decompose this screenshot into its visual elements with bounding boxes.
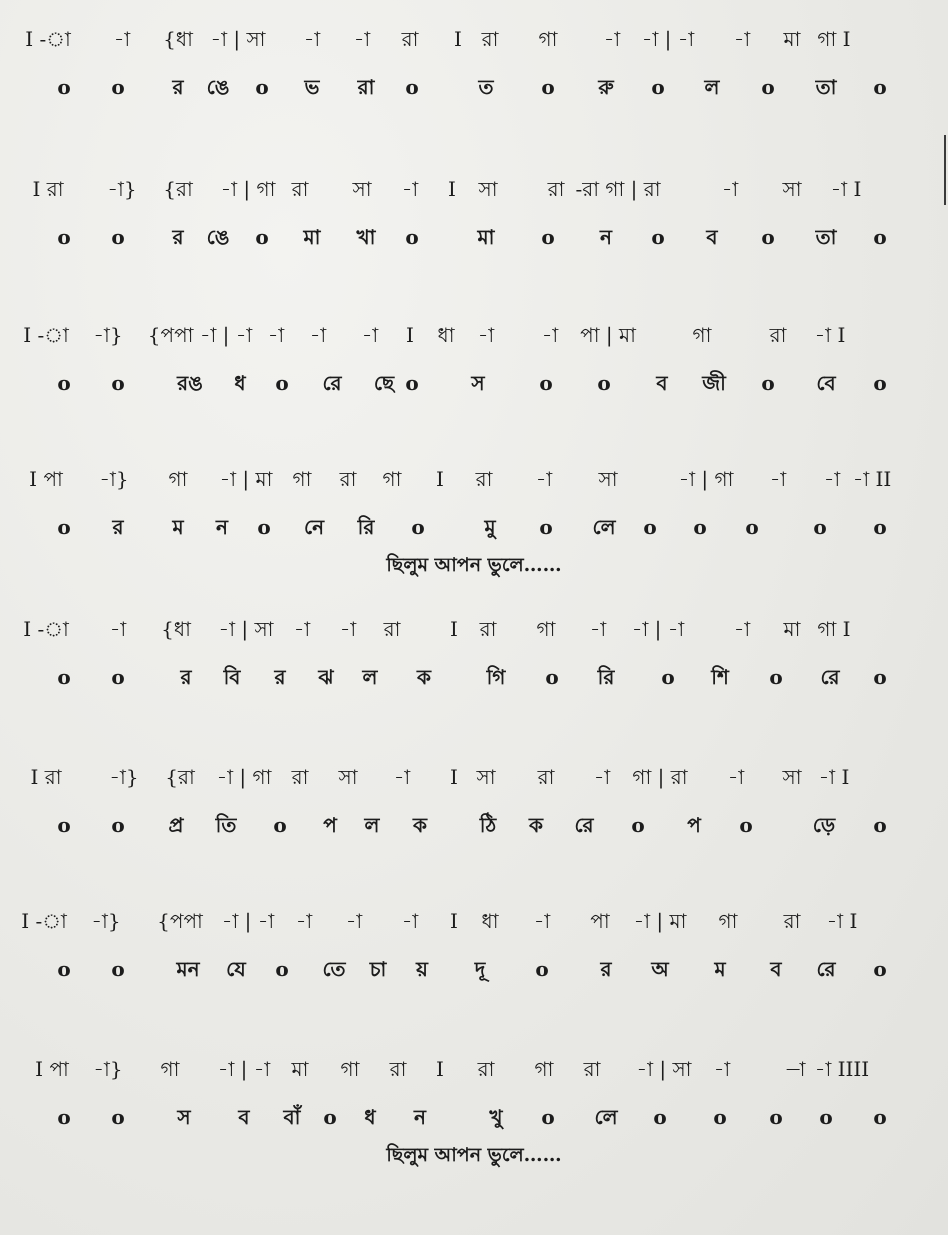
lyric-syllable: ব (706, 225, 718, 249)
lyric-syllable: o (111, 1105, 125, 1129)
note-cell: -া I (818, 765, 850, 789)
note-cell: রা (383, 617, 401, 641)
lyric-syllable: ঝ (318, 665, 334, 689)
note-cell: -া I (826, 909, 858, 933)
note-cell: -া | -া (217, 1057, 271, 1081)
lyric-syllable: ল (362, 665, 378, 689)
lyric-syllable: ব (770, 957, 782, 981)
note-cell: মা (783, 617, 801, 641)
lyrics-line (0, 70, 948, 104)
lyric-syllable: রে (820, 665, 840, 689)
lyric-syllable: ন (216, 515, 228, 539)
note-cell: -া (477, 323, 495, 347)
lyric-syllable: বাঁ (283, 1105, 301, 1129)
note-cell: গা (534, 1057, 554, 1081)
lyric-syllable: ব (238, 1105, 250, 1129)
lyric-syllable: o (813, 515, 827, 539)
note-cell: -া (589, 617, 607, 641)
note-cell: -া (535, 467, 553, 491)
note-cell: I (454, 27, 462, 51)
note-cell: -া (769, 467, 787, 491)
notes-line (0, 462, 948, 496)
lyric-syllable: ল (364, 813, 380, 837)
note-cell: গা (536, 617, 556, 641)
note-cell: গা I (817, 617, 851, 641)
note-cell: -া | গা (216, 765, 272, 789)
note-cell: রা (547, 177, 565, 201)
note-cell: I (436, 467, 444, 491)
lyric-syllable: য় (416, 957, 428, 981)
notes-line (0, 760, 948, 794)
note-cell: রা (401, 27, 419, 51)
lyric-syllable: রি (357, 515, 375, 539)
note-cell: -া} (91, 909, 121, 933)
lyric-syllable: ত (478, 75, 494, 99)
lyric-syllable: o (819, 1105, 833, 1129)
note-cell: -া | -া (221, 909, 275, 933)
lyric-syllable: রা (357, 75, 375, 99)
note-cell: -া IIII (814, 1057, 870, 1081)
lyric-syllable: o (57, 225, 71, 249)
note-cell: রা (389, 1057, 407, 1081)
lyric-syllable: লে (592, 515, 616, 539)
note-cell: -া (727, 765, 745, 789)
lyric-syllable: ব (656, 371, 668, 395)
lyric-syllable: o (539, 371, 553, 395)
notes-line (0, 612, 948, 646)
note-cell: -া} (99, 467, 129, 491)
lyric-syllable: বে (816, 371, 836, 395)
note-cell: -া (401, 177, 419, 201)
note-cell: -া (345, 909, 363, 933)
note-cell: -া II (852, 467, 892, 491)
note-cell: I রা (30, 765, 62, 789)
lyric-syllable: o (873, 813, 887, 837)
lyric-syllable: o (541, 1105, 555, 1129)
lyric-syllable: ড়ে (812, 813, 836, 837)
lyric-syllable: o (405, 225, 419, 249)
note-cell: -া (721, 177, 739, 201)
note-cell: গা (340, 1057, 360, 1081)
lyric-syllable: o (57, 665, 71, 689)
lyric-syllable: রু (598, 75, 614, 99)
lyric-syllable: দূ (474, 957, 486, 981)
note-cell: -া} (93, 323, 123, 347)
lyric-syllable: র (600, 957, 612, 981)
note-cell: গা I (817, 27, 851, 51)
note-cell: সা (782, 177, 802, 201)
lyric-syllable: অ (651, 957, 669, 981)
note-cell: ধা (481, 909, 499, 933)
lyric-syllable: রঙ (177, 371, 203, 395)
lyric-syllable: যে (226, 957, 246, 981)
note-cell: রা (291, 177, 309, 201)
lyric-syllable: o (323, 1105, 337, 1129)
note-cell: {ধা (163, 27, 193, 51)
note-cell: -া (823, 467, 841, 491)
note-cell: -া (267, 323, 285, 347)
lyric-syllable: o (111, 225, 125, 249)
note-cell: I (436, 1057, 444, 1081)
lyric-syllable: জী (702, 371, 726, 395)
note-cell: I -া (23, 617, 69, 641)
notes-line (0, 22, 948, 56)
note-cell: সা (478, 177, 498, 201)
note-cell: গা (718, 909, 738, 933)
note-cell: I (450, 617, 458, 641)
lyric-syllable: ছে (373, 371, 395, 395)
lyric-syllable: গি (486, 665, 506, 689)
lyric-syllable: স (471, 371, 485, 395)
lyric-syllable: ধ (364, 1105, 376, 1129)
note-cell: সা (782, 765, 802, 789)
lyric-syllable: o (411, 515, 425, 539)
lyric-syllable: রে (574, 813, 594, 837)
note-cell: -া | -া (641, 27, 695, 51)
lyric-syllable: o (745, 515, 759, 539)
lyric-syllable: o (57, 371, 71, 395)
lyric-syllable: o (873, 1105, 887, 1129)
note-cell: -া (593, 765, 611, 789)
note-cell: সা (352, 177, 372, 201)
lyric-syllable: o (661, 665, 675, 689)
note-cell: রা (769, 323, 787, 347)
note-cell: গা (168, 467, 188, 491)
note-cell: রা (479, 617, 497, 641)
note-cell: -া (361, 323, 379, 347)
lyric-syllable: o (597, 371, 611, 395)
note-cell: -া (109, 617, 127, 641)
lyric-syllable: o (873, 515, 887, 539)
lyric-syllable: ম (714, 957, 726, 981)
lyric-syllable: তা (815, 225, 837, 249)
lyric-syllable: o (275, 371, 289, 395)
refrain-caption: ছিলুম আপন ভুলে…… (386, 554, 562, 576)
note-cell: রা (583, 1057, 601, 1081)
lyric-syllable: o (57, 957, 71, 981)
lyrics-line (0, 220, 948, 254)
lyric-syllable: চা (369, 957, 387, 981)
lyric-syllable: o (535, 957, 549, 981)
note-cell: গা (160, 1057, 180, 1081)
note-cell: I (450, 909, 458, 933)
lyric-syllable: ন (414, 1105, 426, 1129)
note-cell: -া (603, 27, 621, 51)
lyric-syllable: খু (489, 1105, 503, 1129)
lyric-syllable: রে (816, 957, 836, 981)
lyric-syllable: o (769, 665, 783, 689)
lyrics-line (0, 1100, 948, 1134)
lyric-syllable: o (57, 1105, 71, 1129)
note-cell: গা (692, 323, 712, 347)
lyric-syllable: o (255, 75, 269, 99)
lyrics-line (0, 510, 948, 544)
lyric-syllable: o (275, 957, 289, 981)
note-cell: -া} (109, 765, 139, 789)
note-cell: I পা (29, 467, 63, 491)
lyric-syllable: o (761, 371, 775, 395)
note-cell: -া (303, 27, 321, 51)
lyric-syllable: o (761, 225, 775, 249)
note-cell: -া (713, 1057, 731, 1081)
note-cell: রা (783, 909, 801, 933)
lyrics-line (0, 660, 948, 694)
note-cell: সা (338, 765, 358, 789)
note-cell: রা (537, 765, 555, 789)
notes-line (0, 1052, 948, 1086)
lyric-syllable: র (172, 225, 184, 249)
lyric-syllable: o (405, 75, 419, 99)
lyric-syllable: o (873, 371, 887, 395)
note-cell: -া (733, 27, 751, 51)
note-cell: -া (393, 765, 411, 789)
lyric-syllable: ক (413, 813, 427, 837)
note-cell: রা (475, 467, 493, 491)
notes-line (0, 318, 948, 352)
lyric-syllable: o (255, 225, 269, 249)
note-cell: -রা গা | রা (575, 177, 661, 201)
lyrics-line (0, 808, 948, 842)
lyric-syllable: o (873, 665, 887, 689)
lyric-syllable: রি (597, 665, 615, 689)
note-cell: -া (733, 617, 751, 641)
note-cell: -া | -া (631, 617, 685, 641)
lyric-syllable: স (177, 1105, 191, 1129)
note-cell: মা (783, 27, 801, 51)
lyric-syllable: o (873, 957, 887, 981)
lyric-syllable: মা (477, 225, 495, 249)
note-cell: -া | সা (636, 1057, 692, 1081)
lyric-syllable: ন (600, 225, 612, 249)
note-cell: {পপা (157, 909, 203, 933)
lyric-syllable: o (541, 225, 555, 249)
note-cell: গা | রা (632, 765, 688, 789)
lyric-syllable: নে (303, 515, 325, 539)
note-cell: I -া (21, 909, 67, 933)
lyric-syllable: ল (704, 75, 720, 99)
note-cell: –া (786, 1057, 806, 1081)
note-cell: রা (477, 1057, 495, 1081)
note-cell: {ধা (161, 617, 191, 641)
note-cell: I (448, 177, 456, 201)
lyric-syllable: o (111, 371, 125, 395)
lyric-syllable: o (653, 1105, 667, 1129)
lyric-syllable: o (761, 75, 775, 99)
lyric-syllable: o (111, 75, 125, 99)
note-cell: -া | সা (210, 27, 266, 51)
lyric-syllable: তা (815, 75, 837, 99)
lyric-syllable: o (541, 75, 555, 99)
lyric-syllable: o (257, 515, 271, 539)
refrain-caption: ছিলুম আপন ভুলে…… (386, 1144, 562, 1166)
note-cell: পা (590, 909, 610, 933)
lyric-syllable: রে (322, 371, 342, 395)
lyric-syllable: বি (223, 665, 241, 689)
lyric-syllable: o (111, 665, 125, 689)
lyric-syllable: লে (594, 1105, 618, 1129)
note-cell: -া | গা (220, 177, 276, 201)
lyric-syllable: o (57, 515, 71, 539)
note-cell: গা (382, 467, 402, 491)
note-cell: গা (538, 27, 558, 51)
note-cell: -া (293, 617, 311, 641)
lyric-syllable: মন (176, 957, 200, 981)
lyrics-line (0, 366, 948, 400)
lyric-syllable: র (274, 665, 286, 689)
lyric-syllable: ঙে (206, 225, 230, 249)
note-cell: পা | মা (580, 323, 636, 347)
notes-line (0, 904, 948, 938)
note-cell: -া (401, 909, 419, 933)
lyric-syllable: o (713, 1105, 727, 1129)
note-cell: -া | মা (219, 467, 273, 491)
lyric-syllable: ধ (234, 371, 246, 395)
lyric-syllable: খা (356, 225, 376, 249)
lyric-syllable: o (57, 75, 71, 99)
note-cell: -া I (830, 177, 862, 201)
lyric-syllable: o (273, 813, 287, 837)
note-cell: -া} (93, 1057, 123, 1081)
lyric-syllable: o (643, 515, 657, 539)
lyric-syllable: র (112, 515, 124, 539)
note-cell: রা (339, 467, 357, 491)
lyric-syllable: শি (711, 665, 729, 689)
note-cell: -া I (814, 323, 846, 347)
note-cell: -া} (107, 177, 137, 201)
note-cell: -া (295, 909, 313, 933)
lyric-syllable: o (873, 75, 887, 99)
note-cell: I (450, 765, 458, 789)
lyric-syllable: o (651, 225, 665, 249)
note-cell: I -া (25, 27, 71, 51)
note-cell: {পপা -া | -া (147, 323, 253, 347)
lyric-syllable: র (180, 665, 192, 689)
note-cell: গা (292, 467, 312, 491)
lyric-syllable: o (651, 75, 665, 99)
note-cell: -া (309, 323, 327, 347)
lyric-syllable: o (631, 813, 645, 837)
lyric-syllable: তে (322, 957, 346, 981)
lyric-syllable: প্র (168, 813, 184, 837)
note-cell: -া (541, 323, 559, 347)
lyric-syllable: ক (529, 813, 543, 837)
note-cell: -া | গা (678, 467, 734, 491)
lyric-syllable: প (687, 813, 701, 837)
note-cell: I পা (35, 1057, 69, 1081)
note-cell: -া (353, 27, 371, 51)
note-cell: রা (291, 765, 309, 789)
lyric-syllable: ঙে (206, 75, 230, 99)
note-cell: রা (481, 27, 499, 51)
note-cell: I (406, 323, 414, 347)
lyric-syllable: র (172, 75, 184, 99)
note-cell: -া | সা (218, 617, 274, 641)
lyric-syllable: ক (417, 665, 431, 689)
note-cell: {রা (163, 177, 193, 201)
lyric-syllable: o (693, 515, 707, 539)
lyric-syllable: o (111, 957, 125, 981)
note-cell: সা (476, 765, 496, 789)
note-cell: -া (339, 617, 357, 641)
note-cell: ধা (437, 323, 455, 347)
note-cell: -া (533, 909, 551, 933)
note-cell: -া (113, 27, 131, 51)
lyric-syllable: তি (215, 813, 237, 837)
lyric-syllable: ম (172, 515, 184, 539)
lyric-syllable: o (873, 225, 887, 249)
lyric-syllable: মা (303, 225, 321, 249)
lyrics-line (0, 952, 948, 986)
note-cell: মা (291, 1057, 309, 1081)
lyric-syllable: o (57, 813, 71, 837)
note-cell: I রা (32, 177, 64, 201)
notes-line (0, 172, 948, 206)
lyric-syllable: o (739, 813, 753, 837)
lyric-syllable: ভ (304, 75, 320, 99)
lyric-syllable: প (323, 813, 337, 837)
lyric-syllable: o (405, 371, 419, 395)
lyric-syllable: মু (484, 515, 496, 539)
note-cell: {রা (165, 765, 195, 789)
note-cell: I -া (23, 323, 69, 347)
lyric-syllable: o (111, 813, 125, 837)
note-cell: -া | মা (633, 909, 687, 933)
lyric-syllable: o (769, 1105, 783, 1129)
lyric-syllable: o (545, 665, 559, 689)
lyric-syllable: o (539, 515, 553, 539)
lyric-syllable: ঠি (479, 813, 497, 837)
note-cell: সা (598, 467, 618, 491)
